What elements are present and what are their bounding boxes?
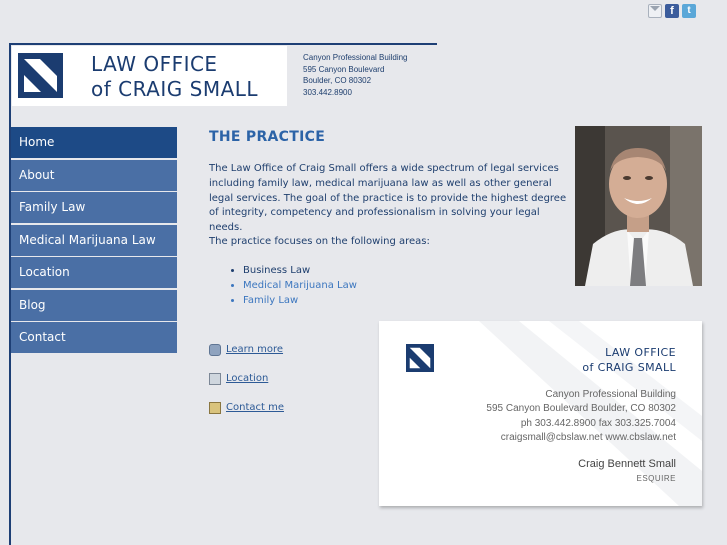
nav-item-family-law[interactable]: Family Law <box>11 192 177 223</box>
nav-item-home[interactable]: Home <box>11 127 177 158</box>
contact-row <box>209 393 284 422</box>
nav-item-location[interactable]: Location <box>11 257 177 288</box>
card-web: craigsmall@cbslaw.net www.cbslaw.net <box>500 431 676 443</box>
intro-paragraph: The Law Office of Craig Small offers a wide spectrum of legal services including family law, medical marijuana law as well as other general legal services. The goal of the practice is to provide the highest degree of integrity, competency and professionalism in solving your legal needs. <box>209 163 567 234</box>
header-address <box>303 52 408 98</box>
list-item-family-law[interactable]: • Family Law <box>243 294 357 309</box>
facebook-icon[interactable]: f <box>665 4 679 18</box>
card-building: Canyon Professional Building <box>545 389 676 400</box>
list-item-business-law: • Business Law <box>243 264 357 279</box>
card-logo-icon <box>406 344 434 372</box>
social-icons <box>648 4 696 18</box>
mail-icon[interactable] <box>648 4 662 18</box>
nav-item-about[interactable]: About <box>11 160 177 191</box>
location-link[interactable]: Location <box>226 373 269 384</box>
card-phones: ph 303.442.8900 fax 303.325.7004 <box>520 417 676 429</box>
location-row <box>209 364 284 393</box>
card-logo-line-1: LAW OFFICE <box>605 346 676 359</box>
attorney-photo <box>575 126 702 286</box>
nav-item-blog[interactable]: Blog <box>11 290 177 321</box>
nav-item-medical-marijuana-law[interactable]: Medical Marijuana Law <box>11 225 177 256</box>
page-title: THE PRACTICE <box>209 129 326 145</box>
list-item-medical-marijuana-law[interactable]: • Medical Marijuana Law <box>243 279 357 294</box>
card-title: ESQUIRE <box>636 474 676 483</box>
main-nav <box>11 127 177 355</box>
building-icon <box>209 373 221 385</box>
card-street: 595 Canyon Boulevard Boulder, CO 80302 <box>486 403 676 415</box>
learn-more-link[interactable]: Learn more <box>226 344 284 355</box>
header-rule <box>9 43 437 45</box>
areas-intro: The practice focuses on the following areas: <box>209 236 430 247</box>
address-phone: 303.442.8900 <box>303 87 352 97</box>
nav-item-contact[interactable]: Contact <box>11 322 177 353</box>
card-contact-info <box>486 388 676 445</box>
learn-more-row <box>209 335 284 364</box>
logo-line-1: LAW OFFICE <box>91 52 218 76</box>
portrait-illustration <box>575 126 702 286</box>
info-icon <box>209 344 221 356</box>
contact-link[interactable]: Contact me <box>226 402 284 413</box>
address-building: Canyon Professional Building <box>303 53 408 62</box>
logo-mark-icon <box>18 53 63 98</box>
twitter-icon[interactable]: t <box>682 4 696 18</box>
card-logo-line-2: of CRAIG SMALL <box>582 361 676 374</box>
card-name: Craig Bennett Small <box>578 458 676 470</box>
business-card <box>379 321 702 506</box>
address-city: Boulder, CO 80302 <box>303 76 372 85</box>
quick-links <box>209 335 284 422</box>
logo-line-2: of CRAIG SMALL <box>91 77 259 101</box>
address-street: 595 Canyon Boulevard <box>303 64 385 74</box>
site-logo[interactable] <box>12 46 287 106</box>
practice-areas-list <box>228 264 357 308</box>
contact-card-icon <box>209 402 221 414</box>
